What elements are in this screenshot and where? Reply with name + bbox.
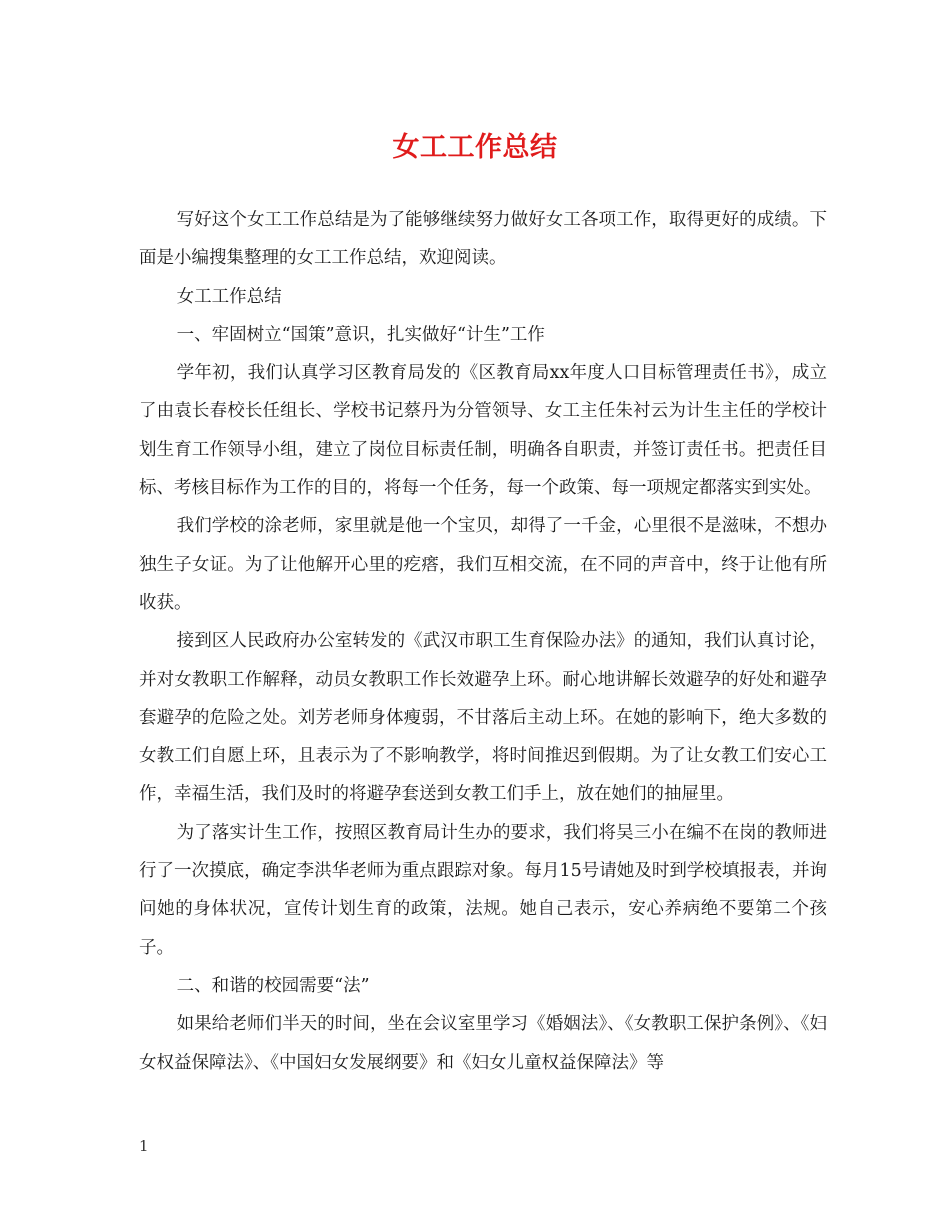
document-title: 女工工作总结 — [392, 132, 558, 163]
paragraph-4: 为了落实计生工作，按照区教育局计生办的要求，我们将吴三小在编不在岗的教师进行了一次摸底，确定李洪华老师为重点跟踪对象。每月15号请她及时到学校填报表，并询问她的身体状况，宣传计划生育的政策，法规。她自己表示，安心养病绝不要第二个孩子。 — [139, 822, 827, 958]
page-number: 1 — [139, 1137, 149, 1155]
paragraph-subtitle: 女工工作总结 — [176, 286, 282, 307]
document-body — [139, 201, 827, 1082]
paragraph-2: 我们学校的涂老师，家里就是他一个宝贝，却得了一千金，心里很不是滋味，不想办独生子女证。为了让他解开心里的疙瘩，我们互相交流，在不同的声音中，终于让他有所收获。 — [139, 516, 827, 613]
paragraph-1: 学年初，我们认真学习区教育局发的《区教育局xx年度人口目标管理责任书》，成立了由袁长春校长任组长、学校书记蔡丹为分管领导、女工主任朱衬云为计生主任的学校计划生育工作领导小组，建立了岗位目标责任制，明确各自职责，并签订责任书。把责任目标、考核目标作为工作的目的，将每一个任务，每一个政策、每一项规定都落实到实处。 — [139, 363, 827, 499]
paragraph-intro: 写好这个女工工作总结是为了能够继续努力做好女工各项工作，取得更好的成绩。下面是小编搜集整理的女工工作总结，欢迎阅读。 — [139, 210, 827, 269]
section-heading-2: 二、和谐的校园需要“法” — [176, 975, 370, 996]
paragraph-5: 如果给老师们半天的时间，坐在会议室里学习《婚姻法》、《女教职工保护条例》、《妇女权益保障法》、《中国妇女发展纲要》和《妇女儿童权益保障法》等 — [139, 1014, 827, 1073]
section-heading-1: 一、牢固树立“国策”意识，扎实做好“计生”工作 — [176, 324, 545, 345]
paragraph-3: 接到区人民政府办公室转发的《武汉市职工生育保险办法》的通知，我们认真讨论，并对女教职工作解释，动员女教职工作长效避孕上环。耐心地讲解长效避孕的好处和避孕套避孕的危险之处。刘芳老师身体瘦弱，不甘落后主动上环。在她的影响下，绝大多数的女教工们自愿上环，且表示为了不影响教学，将时间推迟到假期。为了让女教工们安心工作，幸福生活，我们及时的将避孕套送到女教工们手上，放在她们的抽屉里。 — [139, 631, 827, 805]
